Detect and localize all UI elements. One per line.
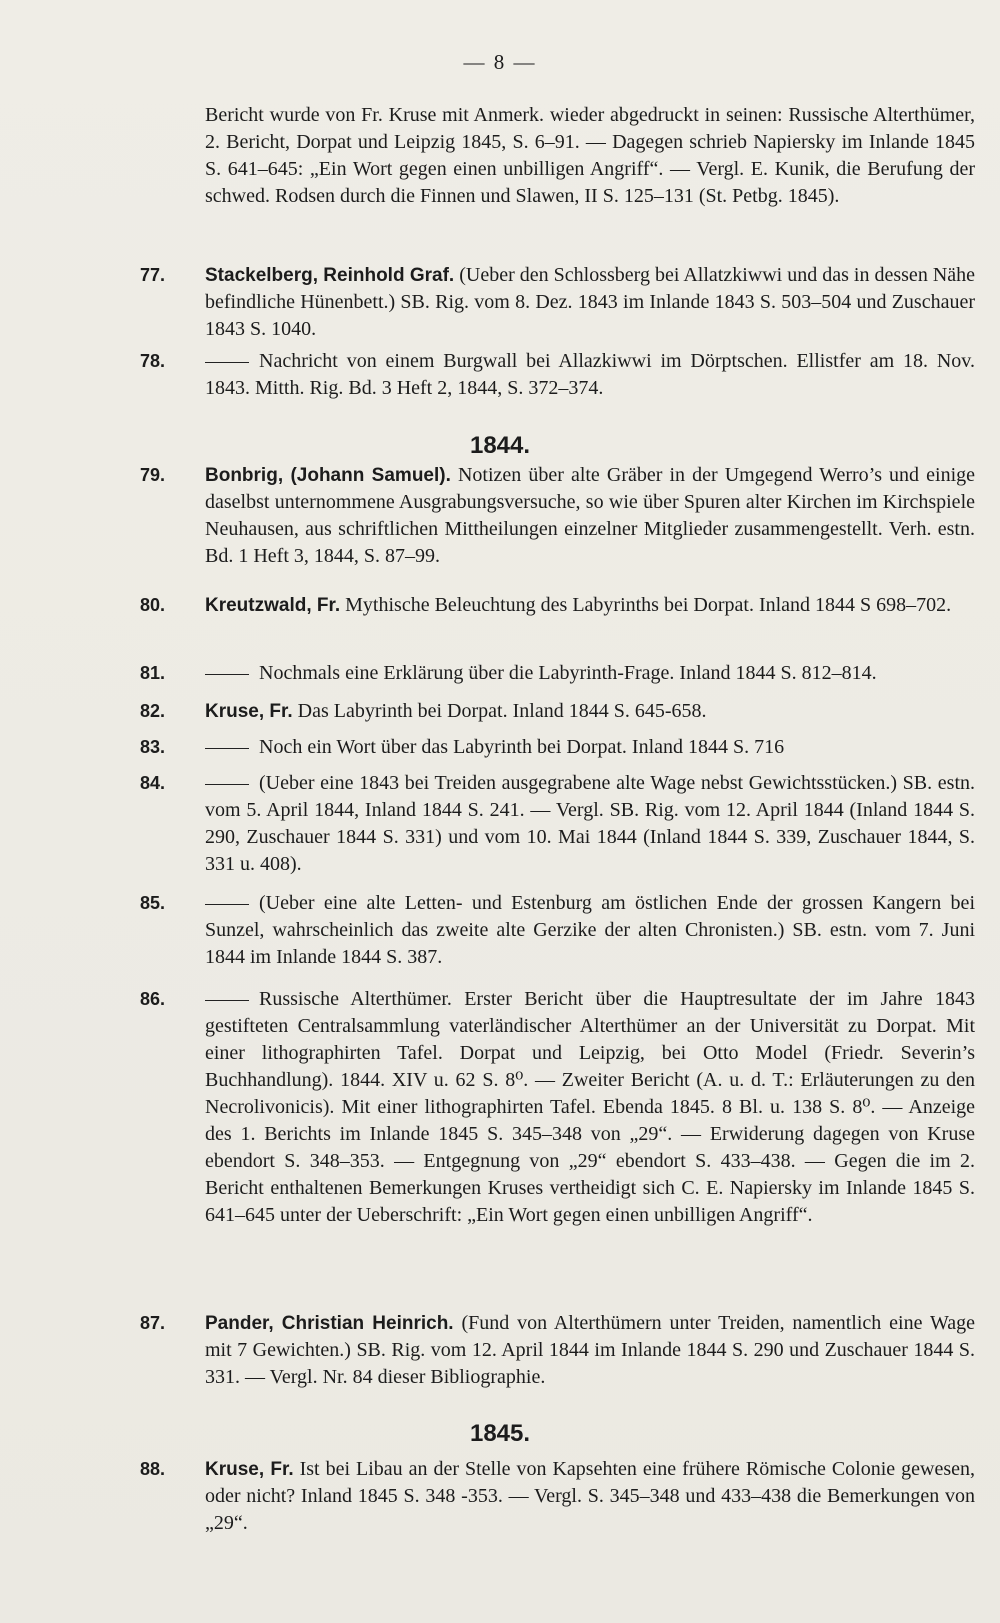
- entry-author: Pander, Christian Heinrich.: [205, 1313, 454, 1334]
- entry-text: Notizen über alte Gräber in der Umgegend Werro’s und einige daselbst unternommene Ausgrabungsversuche, so wie über Spuren alter Kirchen im Kirchspiele Neuhausen, aus schriftlichen Mittheilungen einzelner Mitglieder zusammengestellt. Verh. estn. Bd. 1 Heft 3, 1844, S. 87–99.: [205, 464, 975, 567]
- year-heading-1845: 1845.: [469, 1420, 531, 1447]
- bibliography-entry-84: [140, 770, 975, 878]
- entry-number: 78.: [140, 351, 166, 371]
- ditto-dash: [205, 784, 249, 785]
- continuation-paragraph: [205, 102, 975, 210]
- entry-text: (Ueber den Schlossberg bei Allatzkiwwi und das in dessen Nähe befindliche Hünenbett.) SB. Rig. vom 8. Dez. 1843 im Inlande 1843 S. 503–504 und Zuschauer 1843 S. 1040.: [205, 264, 976, 340]
- bibliography-entry-86: [140, 986, 975, 1229]
- bibliography-entry-80: [140, 592, 975, 619]
- ditto-dash: [205, 904, 249, 905]
- entry-author: Kruse, Fr.: [205, 1459, 294, 1480]
- entry-number: 82.: [140, 701, 166, 721]
- entry-text: Noch ein Wort über das Labyrinth bei Dorpat. Inland 1844 S. 716: [259, 736, 785, 758]
- ditto-dash: [205, 1000, 249, 1001]
- entry-text: (Fund von Alterthümern unter Treiden, namentlich eine Wage mit 7 Gewichten.) SB. Rig. vom 12. April 1844 im Inlande 1844 S. 290 und Zuschauer 1844 S. 331. — Vergl. Nr. 84 dieser Bibliographie.: [205, 1312, 975, 1388]
- bibliography-entry-83: [140, 734, 975, 761]
- bibliography-entry-79: [140, 462, 975, 570]
- bibliography-entry-88: [140, 1456, 975, 1537]
- entry-author: Stackelberg, Reinhold Graf.: [205, 265, 455, 286]
- bibliography-entry-87: [140, 1310, 975, 1391]
- ditto-dash: [205, 674, 249, 675]
- entry-number: 77.: [140, 265, 166, 285]
- continuation-text: Bericht wurde von Fr. Kruse mit Anmerk. wieder abgedruckt in seinen: Russische Alterthümer, 2. Bericht, Dorpat und Leipzig 1845, S. 6–91. — Dagegen schrieb Napiersky im Inlande 1845 S. 641–645: „Ein Wort gegen einen unbilligen Angriff“. — Vergl. E. Kunik, die Berufung der schwed. Rodsen durch die Finnen und Slawen, II S. 125–131 (St. Petbg. 1845).: [205, 104, 975, 207]
- entry-number: 88.: [140, 1459, 166, 1479]
- entry-number: 83.: [140, 737, 166, 757]
- page-number: — 8 —: [463, 50, 537, 74]
- entry-text: Nachricht von einem Burgwall bei Allazkiwwi im Dörptschen. Ellistfer am 18. Nov. 1843. Mitth. Rig. Bd. 3 Heft 2, 1844, S. 372–374.: [205, 350, 975, 399]
- entry-text: Russische Alterthümer. Erster Bericht über die Hauptresultate der im Jahre 1843 gestifteten Centralsammlung vaterländischer Alterthümer an der Universität zu Dorpat. Mit einer lithographirten Tafel. Dorpat und Leipzig, bei Otto Model (Friedr. Severin’s Buchhandlung). 1844. XIV u. 62 S. 8⁰. — Zweiter Bericht (A. u. d. T.: Erläuterungen zu den Necrolivonicis). Mit einer lithographirten Tafel. Ebenda 1845. 8 Bl. u. 138 S. 8⁰. — Anzeige des 1. Berichts im Inlande 1845 S. 345–348 von „29“. — Erwiderung dagegen von Kruse ebendort S. 348–353. — Entgegnung von „29“ ebendort S. 433–438. — Gegen die im 2. Bericht enthaltenen Bemerkungen Kruses vertheidigt sich C. E. Napiersky im Inlande 1845 S. 641–645 unter der Ueberschrift: „Ein Wort gegen einen unbilligen Angriff“.: [205, 988, 975, 1226]
- bibliography-entry-85: [140, 890, 975, 971]
- entry-author: Bonbrig, (Johann Samuel).: [205, 465, 451, 486]
- bibliography-entry-78: [140, 348, 975, 402]
- entry-number: 86.: [140, 989, 166, 1009]
- ditto-dash: [205, 748, 249, 749]
- entry-number: 81.: [140, 663, 166, 683]
- entry-text: (Ueber eine alte Letten- und Estenburg am östlichen Ende der grossen Kangern bei Sunzel, wahrscheinlich das zweite alte Gerzike der alten Chronisten.) SB. estn. vom 7. Juni 1844 im Inlande 1844 S. 387.: [205, 892, 975, 968]
- bibliography-entry-77: [140, 262, 976, 343]
- entry-number: 84.: [140, 773, 166, 793]
- entry-text: (Ueber eine 1843 bei Treiden ausgegrabene alte Wage nebst Gewichtsstücken.) SB. estn. vom 5. April 1844, Inland 1844 S. 241. — Vergl. SB. Rig. vom 12. April 1844 (Inland 1844 S. 290, Zuschauer 1844 S. 331) und vom 10. Mai 1844 (Inland 1844 S. 339, Zuschauer 1844, S. 331 u. 408).: [205, 772, 975, 875]
- entry-text: Ist bei Libau an der Stelle von Kapsehten eine frühere Römische Colonie gewesen, oder nicht? Inland 1845 S. 348 -353. — Vergl. S. 345–348 und 433–438 die Bemerkungen von „29“.: [205, 1458, 975, 1534]
- ditto-dash: [205, 362, 249, 363]
- entry-number: 85.: [140, 893, 166, 913]
- entry-number: 80.: [140, 595, 166, 615]
- year-heading-1844: 1844.: [469, 432, 531, 459]
- entry-number: 79.: [140, 465, 166, 485]
- bibliography-entry-81: [140, 660, 975, 687]
- entry-text: Mythische Beleuchtung des Labyrinths bei Dorpat. Inland 1844 S 698–702.: [345, 594, 952, 616]
- entry-text: Das Labyrinth bei Dorpat. Inland 1844 S. 645-658.: [297, 700, 707, 722]
- entry-author: Kruse, Fr.: [205, 701, 293, 722]
- bibliography-entry-82: [140, 698, 975, 725]
- entry-number: 87.: [140, 1313, 166, 1333]
- entry-author: Kreutzwald, Fr.: [205, 595, 341, 616]
- entry-text: Nochmals eine Erklärung über die Labyrinth-Frage. Inland 1844 S. 812–814.: [259, 662, 877, 684]
